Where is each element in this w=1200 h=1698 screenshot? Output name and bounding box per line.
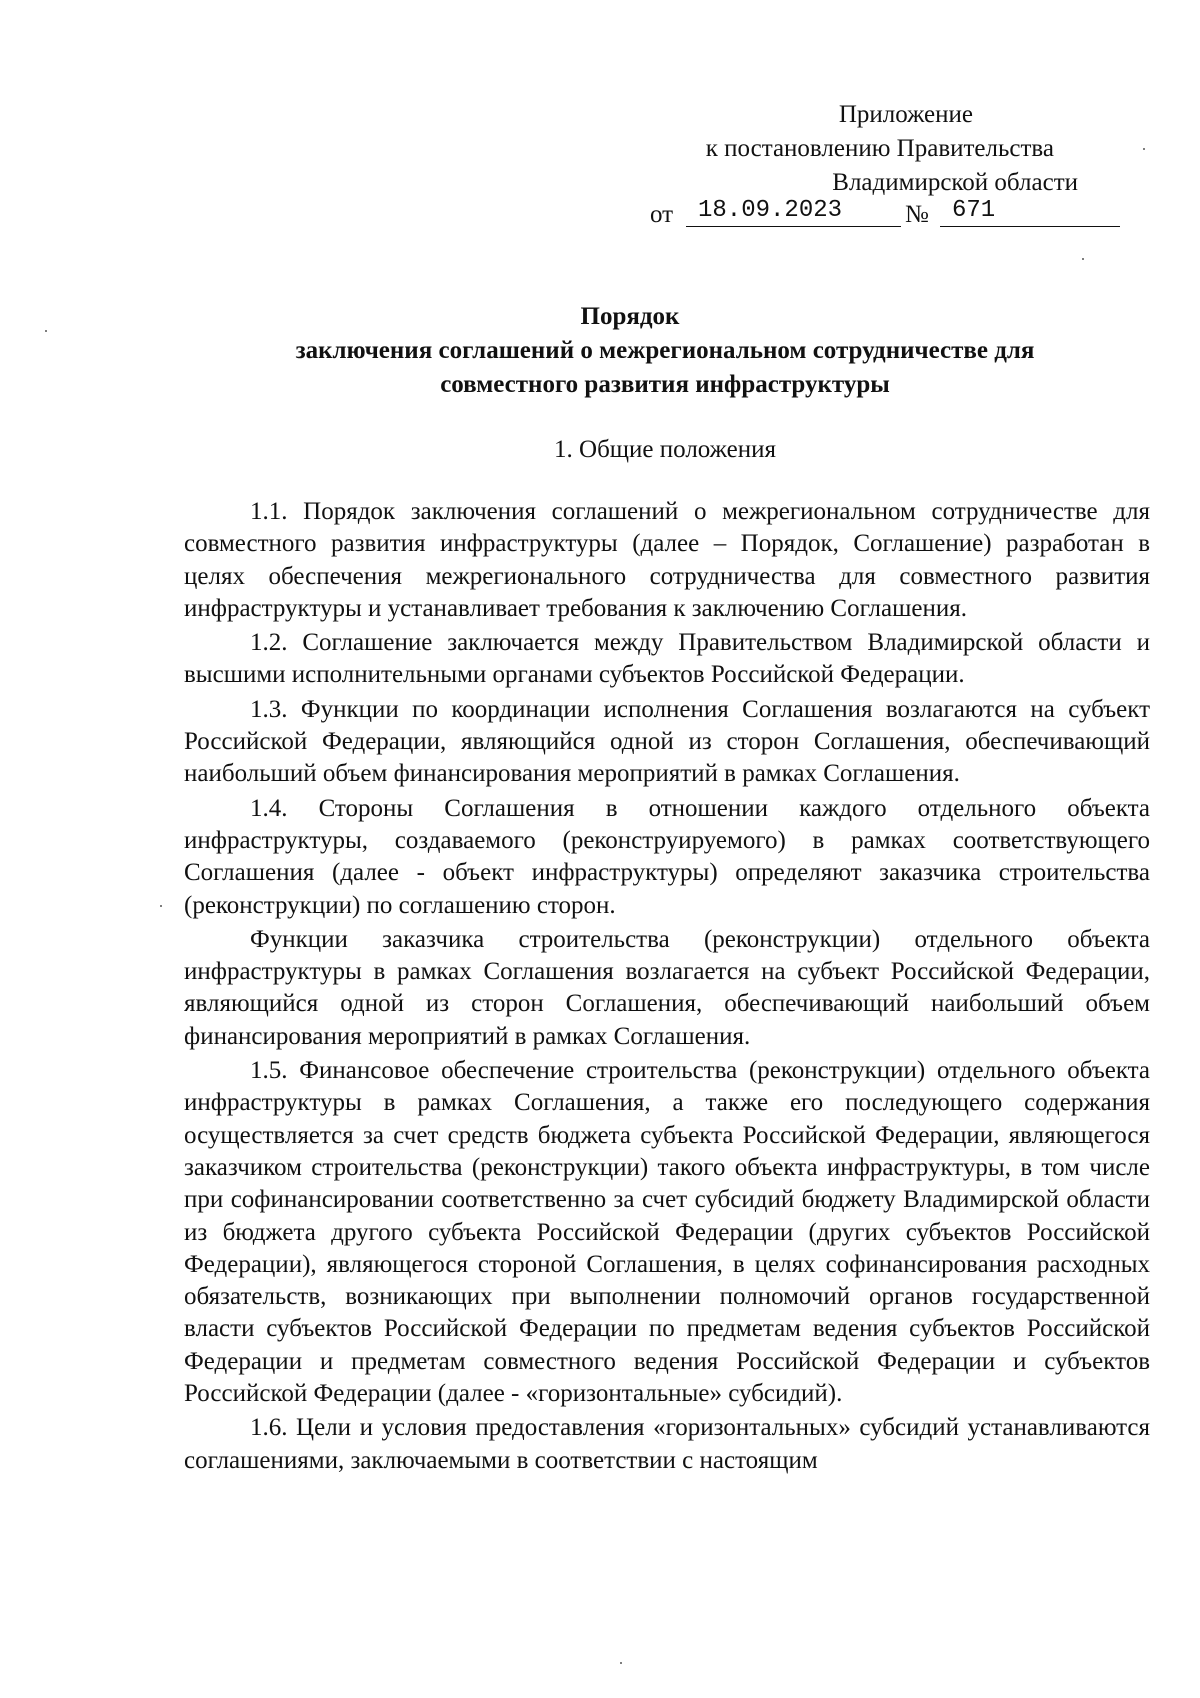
document-title: [0, 300, 1200, 402]
appendix-region-line: Владимирской области: [832, 169, 1078, 196]
number-label: №: [905, 201, 929, 228]
scan-speck: [1143, 148, 1145, 150]
appendix-header: [530, 98, 1090, 200]
paragraph-1-5: 1.5. Финансовое обеспечение строительства (реконструкции) отдельного объекта инфраструктуры в рамках Соглашения, а также его последующего содержания осуществляется за счет средств бюджета субъекта Российской Федерации, являющегося заказчиком строительства (реконструкции) такого объекта инфраструктуры, в том числе при софинансировании соответственно за счет субсидий бюджету Владимирской области из бюджета другого субъекта Российской Федерации (других субъектов Российской Федерации), являющегося стороной Соглашения, в целях софинансирования расходных обязательств, возникающих при выполнении полномочий органов государственной власти субъектов Российской Федерации по предметам ведения субъектов Российской Федерации и предметам совместного ведения Российской Федерации и субъектов Российской Федерации (далее - «горизонтальные» субсидий).: [184, 1057, 1150, 1408]
scan-speck: [620, 1662, 622, 1664]
title-line-1: Порядок: [580, 303, 680, 330]
paragraph-1-4-continued: Функции заказчика строительства (реконструкции) отдельного объекта инфраструктуры в рамках Соглашения возлагается на субъект Российской Федерации, являющийся одной из сторон Соглашения, обеспечивающий наибольший объем финансирования мероприятий в рамках Соглашения.: [184, 925, 1150, 1050]
document-body: [184, 496, 1150, 1477]
appendix-title: Приложение: [838, 101, 973, 128]
paragraph-1-6: 1.6. Цели и условия предоставления «горизонтальных» субсидий устанавливаются соглашениями, заключаемыми в соответствии с настоящим: [184, 1414, 1150, 1474]
scan-speck: [45, 330, 47, 332]
title-line-3: совместного развития инфраструктуры: [440, 371, 890, 398]
paragraph-1-1: 1.1. Порядок заключения соглашений о межрегиональном сотрудничестве для совместного развития инфраструктуры (далее – Порядок, Соглашение) разработан в целях обеспечения межрегионального сотрудничества для совместного развития инфраструктуры и устанавливает требования к заключению Соглашения.: [184, 498, 1150, 622]
title-line-2: заключения соглашений о межрегиональном сотрудничестве для: [295, 337, 1035, 364]
section-heading: 1. Общие положения: [554, 436, 776, 463]
from-label: от: [650, 201, 674, 228]
resolution-date: 18.09.2023: [686, 197, 901, 227]
scan-speck: [160, 905, 162, 907]
resolution-number: 671: [940, 197, 1120, 227]
resolution-date-number: [650, 197, 1120, 235]
paragraph-1-3: 1.3. Функции по координации исполнения Соглашения возлагаются на субъект Российской Федерации, являющийся одной из сторон Соглашения, обеспечивающий наибольший объем финансирования мероприятий в рамках Соглашения.: [184, 695, 1150, 788]
paragraph-1-2: 1.2. Соглашение заключается между Правительством Владимирской области и высшими исполнительными органами субъектов Российской Федерации.: [184, 629, 1150, 689]
scan-speck: [1082, 258, 1084, 260]
appendix-resolution-line: к постановлению Правительства: [705, 135, 1054, 162]
paragraph-1-4: 1.4. Стороны Соглашения в отношении каждого отдельного объекта инфраструктуры, создаваемого (реконструируемого) в рамках соответствующего Соглашения (далее - объект инфраструктуры) определяют заказчика строительства (реконструкции) по соглашению сторон.: [184, 794, 1150, 919]
